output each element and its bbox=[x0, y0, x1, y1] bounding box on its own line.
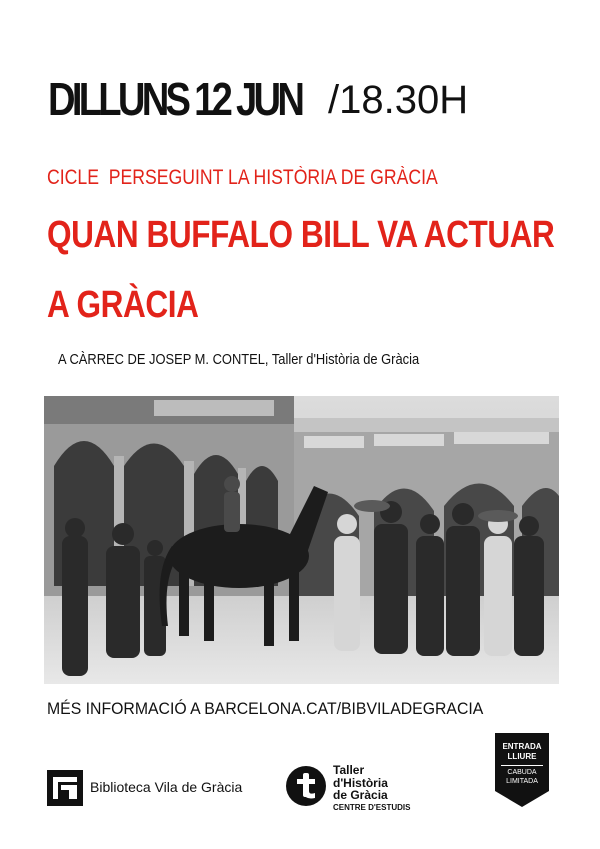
taller-line-1: Taller bbox=[333, 763, 365, 777]
event-date: DILLUNS 12 JUN bbox=[48, 73, 302, 125]
event-time-group bbox=[328, 80, 468, 120]
cycle-name: CICLE PERSEGUINT LA HISTÒRIA DE GRÀCIA bbox=[47, 166, 438, 189]
taller-line-2: d'Història bbox=[333, 775, 388, 790]
event-date-time bbox=[48, 73, 469, 125]
event-time: 18.30H bbox=[339, 78, 469, 122]
more-info-link[interactable]: MÉS INFORMACIÓ A BARCELONA.CAT/BIBVILADEGRACIA bbox=[47, 699, 484, 718]
speaker-credit: A CÀRREC DE JOSEP M. CONTEL, Taller d'Història de Gràcia bbox=[58, 351, 420, 368]
entrada-line-2: LLIURE bbox=[507, 752, 537, 761]
entrada-lliure-badge bbox=[495, 733, 549, 807]
library-name: Biblioteca Vila de Gràcia bbox=[90, 779, 243, 795]
taller-line-4: CENTRE D'ESTUDIS bbox=[333, 802, 411, 812]
taller-name bbox=[333, 764, 410, 812]
event-title-line-1: QUAN BUFFALO BILL VA ACTUAR bbox=[47, 214, 555, 256]
entrada-line-4: LIMITADA bbox=[506, 778, 538, 785]
date-time-separator: / bbox=[328, 78, 340, 122]
taller-t-logo-icon bbox=[285, 765, 327, 807]
taller-line-3: de Gràcia bbox=[333, 788, 388, 803]
event-title-line-2: A GRÀCIA bbox=[47, 284, 199, 326]
entrada-line-1: ENTRADA bbox=[502, 742, 542, 751]
biblioteca-logo-icon bbox=[47, 770, 83, 806]
entrada-line-3: CABUDA bbox=[507, 769, 537, 776]
historic-photo bbox=[44, 396, 559, 684]
historic-photo-image bbox=[44, 396, 559, 684]
